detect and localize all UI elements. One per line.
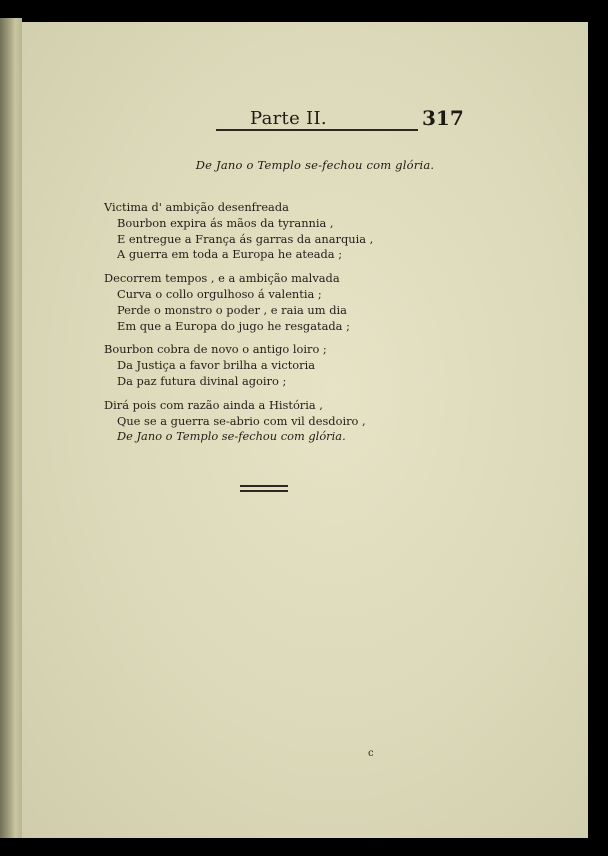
poem-line: Curva o collo orgulhoso á valentia ; — [117, 286, 322, 301]
book-page — [22, 22, 588, 838]
poem-line: De Jano o Templo se-fechou com glória. — [117, 429, 346, 444]
poem-line: A guerra em toda a Europa he ateada ; — [117, 247, 343, 262]
poem-line: Em que a Europa do jugo he resgatada ; — [117, 318, 350, 333]
poem-line: Decorrem tempos , e a ambição malvada — [104, 271, 340, 286]
poem-line: Bourbon expira ás mãos da tyrannia , — [117, 215, 334, 230]
poem-body — [104, 200, 434, 453]
poem-line: E entregue a França ás garras da anarquia , — [117, 231, 374, 246]
right-margin-background — [588, 0, 608, 856]
poem-stanza — [104, 271, 434, 334]
poem-line: Da Justiça a favor brilha a victoria — [117, 358, 316, 373]
poem-line: Dirá pois com razão ainda a História , — [104, 397, 323, 412]
poem-title: De Jano o Templo se-fechou com glória. — [195, 158, 435, 172]
signature-mark: c — [368, 748, 374, 759]
book-gutter-edge — [0, 18, 22, 838]
page-number: 317 — [422, 106, 464, 130]
poem-line: Victima d' ambição desenfreada — [104, 200, 289, 214]
end-rule-top — [240, 485, 288, 487]
poem-stanza — [104, 342, 434, 389]
poem-line: Perde o monstro o poder , e raia um dia — [117, 302, 347, 317]
end-rule-bottom — [240, 490, 288, 492]
header-rule — [216, 129, 418, 131]
running-head — [22, 86, 588, 130]
poem-line: Que se a guerra se-abrio com vil desdoiro , — [117, 413, 366, 428]
part-title: Parte II. — [250, 108, 327, 129]
poem-line: Da paz futura divinal agoiro ; — [117, 373, 287, 388]
poem-stanza — [104, 200, 434, 263]
poem-stanza — [104, 398, 434, 445]
poem-line: Bourbon cobra de novo o antigo loiro ; — [104, 342, 327, 357]
